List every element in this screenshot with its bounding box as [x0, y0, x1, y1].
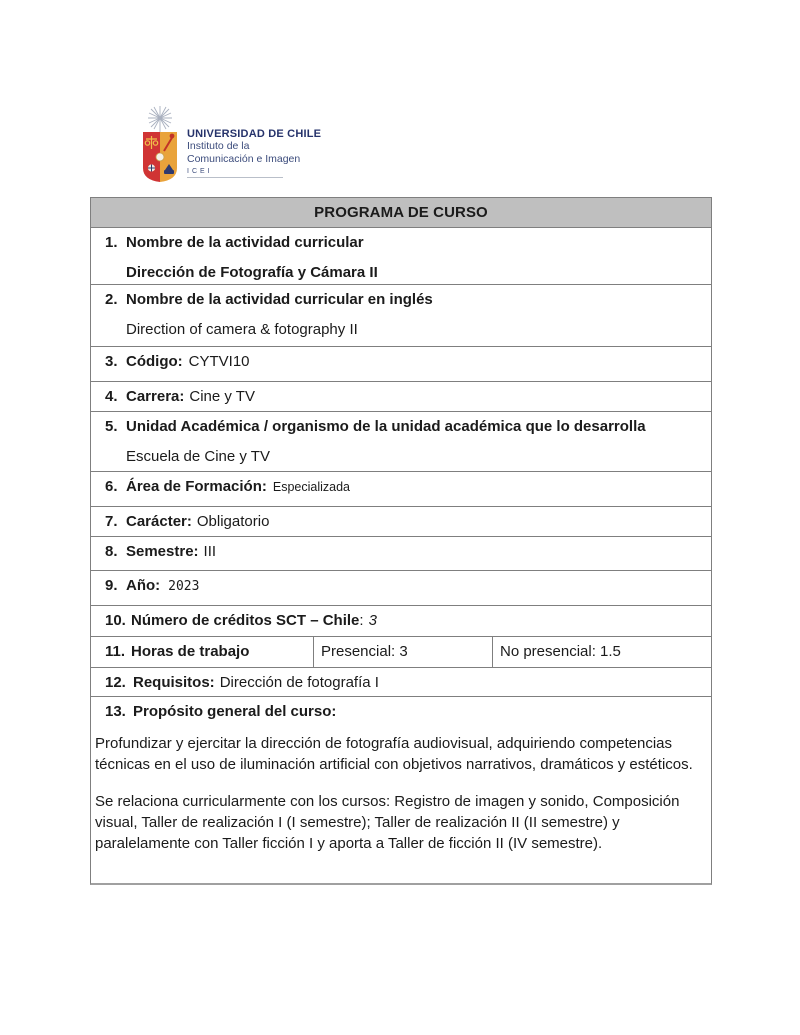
- hours-no-presencial-cell: No presencial: 1.5: [500, 643, 621, 660]
- row-number: 6.: [105, 478, 118, 495]
- row-number: 10.: [105, 612, 126, 629]
- table-row-ano: [91, 571, 711, 606]
- logo-institute-line1: Instituto de la: [187, 140, 250, 152]
- row-label: Nombre de la actividad curricular en inglés: [126, 291, 433, 308]
- table-row-requisitos: [91, 668, 711, 697]
- row-label: Código:: [126, 353, 183, 370]
- row-number: 11.: [105, 643, 126, 660]
- table-row-caracter: [91, 507, 711, 537]
- logo-text-block: [187, 128, 321, 178]
- logo-institute-line2: Comunicación e Imagen: [187, 153, 301, 165]
- row-number: 4.: [105, 388, 118, 405]
- row-number: 7.: [105, 513, 118, 530]
- row-value: Cine y TV: [189, 388, 255, 405]
- logo-university-name: UNIVERSIDAD DE CHILE: [187, 128, 322, 140]
- table-row-proposito: [91, 697, 711, 883]
- row-separator: :: [359, 612, 364, 629]
- table-row-horas: [91, 637, 711, 668]
- table-row-semestre: [91, 537, 711, 571]
- row-number: 9.: [105, 577, 118, 594]
- proposito-paragraph-1: Profundizar y ejercitar la dirección de fotografía audiovisual, adquiriendo competencias técnicas en el uso de iluminación artificial con objetivos narrativos, dramáticos y estéticos.: [95, 735, 693, 773]
- row-value: III: [203, 543, 217, 560]
- course-program-table: [90, 197, 712, 885]
- row-label: Requisitos:: [133, 674, 215, 691]
- hours-label-cell: [91, 637, 314, 667]
- row-label: Horas de trabajo: [131, 643, 250, 660]
- row-number: 3.: [105, 353, 118, 370]
- university-logo: [141, 106, 321, 184]
- table-row-nombre-ingles: [91, 285, 711, 347]
- table-row-nombre: [91, 228, 711, 285]
- row-value: Dirección de fotografía I: [219, 674, 379, 691]
- row-value: 3: [368, 612, 377, 629]
- logo-divider: [187, 177, 283, 178]
- row-label: Carrera:: [126, 388, 185, 405]
- hours-presencial-cell: Presencial: 3: [314, 637, 493, 667]
- table-row-unidad-academica: [91, 412, 711, 472]
- row-label: Semestre:: [126, 543, 199, 560]
- logo-acronym: ICEI: [187, 168, 213, 175]
- table-row-carrera: [91, 382, 711, 412]
- row-label: Carácter:: [126, 513, 192, 530]
- proposito-paragraph-2: Se relaciona curricularmente con los cursos: Registro de imagen y sonido, Composición visual, Taller de realización I (I semestre); Taller de realización II (II semestre) y paralelamente con Taller ficción I y aporta a Taller de ficción II (IV semestre).: [95, 793, 680, 852]
- row-label: Área de Formación:: [126, 478, 267, 495]
- row-value: 2023: [168, 579, 200, 594]
- row-value: Direction of camera & fotography II: [126, 321, 358, 338]
- row-label: Nombre de la actividad curricular: [126, 234, 364, 251]
- university-crest-icon: [141, 106, 183, 184]
- row-number: 2.: [105, 291, 118, 308]
- row-number: 12.: [105, 674, 126, 691]
- row-value: Especializada: [272, 480, 351, 494]
- row-label: Número de créditos SCT – Chile: [131, 612, 360, 629]
- row-number: 8.: [105, 543, 118, 560]
- row-value: CYTVI10: [188, 353, 250, 370]
- table-row-codigo: [91, 347, 711, 382]
- row-value: Escuela de Cine y TV: [126, 448, 270, 465]
- row-label: Unidad Académica / organismo de la unidad académica que lo desarrolla: [126, 418, 646, 435]
- row-number: 1.: [105, 234, 118, 251]
- row-value: Obligatorio: [196, 513, 270, 530]
- table-row-creditos: [91, 606, 711, 637]
- row-label: Año:: [126, 577, 161, 594]
- table-row-area-formacion: [91, 472, 711, 507]
- row-label: Propósito general del curso:: [133, 703, 337, 720]
- row-number: 5.: [105, 418, 118, 435]
- table-title: PROGRAMA DE CURSO: [91, 198, 711, 228]
- row-number: 13.: [105, 703, 126, 720]
- row-value: Dirección de Fotografía y Cámara II: [126, 264, 378, 281]
